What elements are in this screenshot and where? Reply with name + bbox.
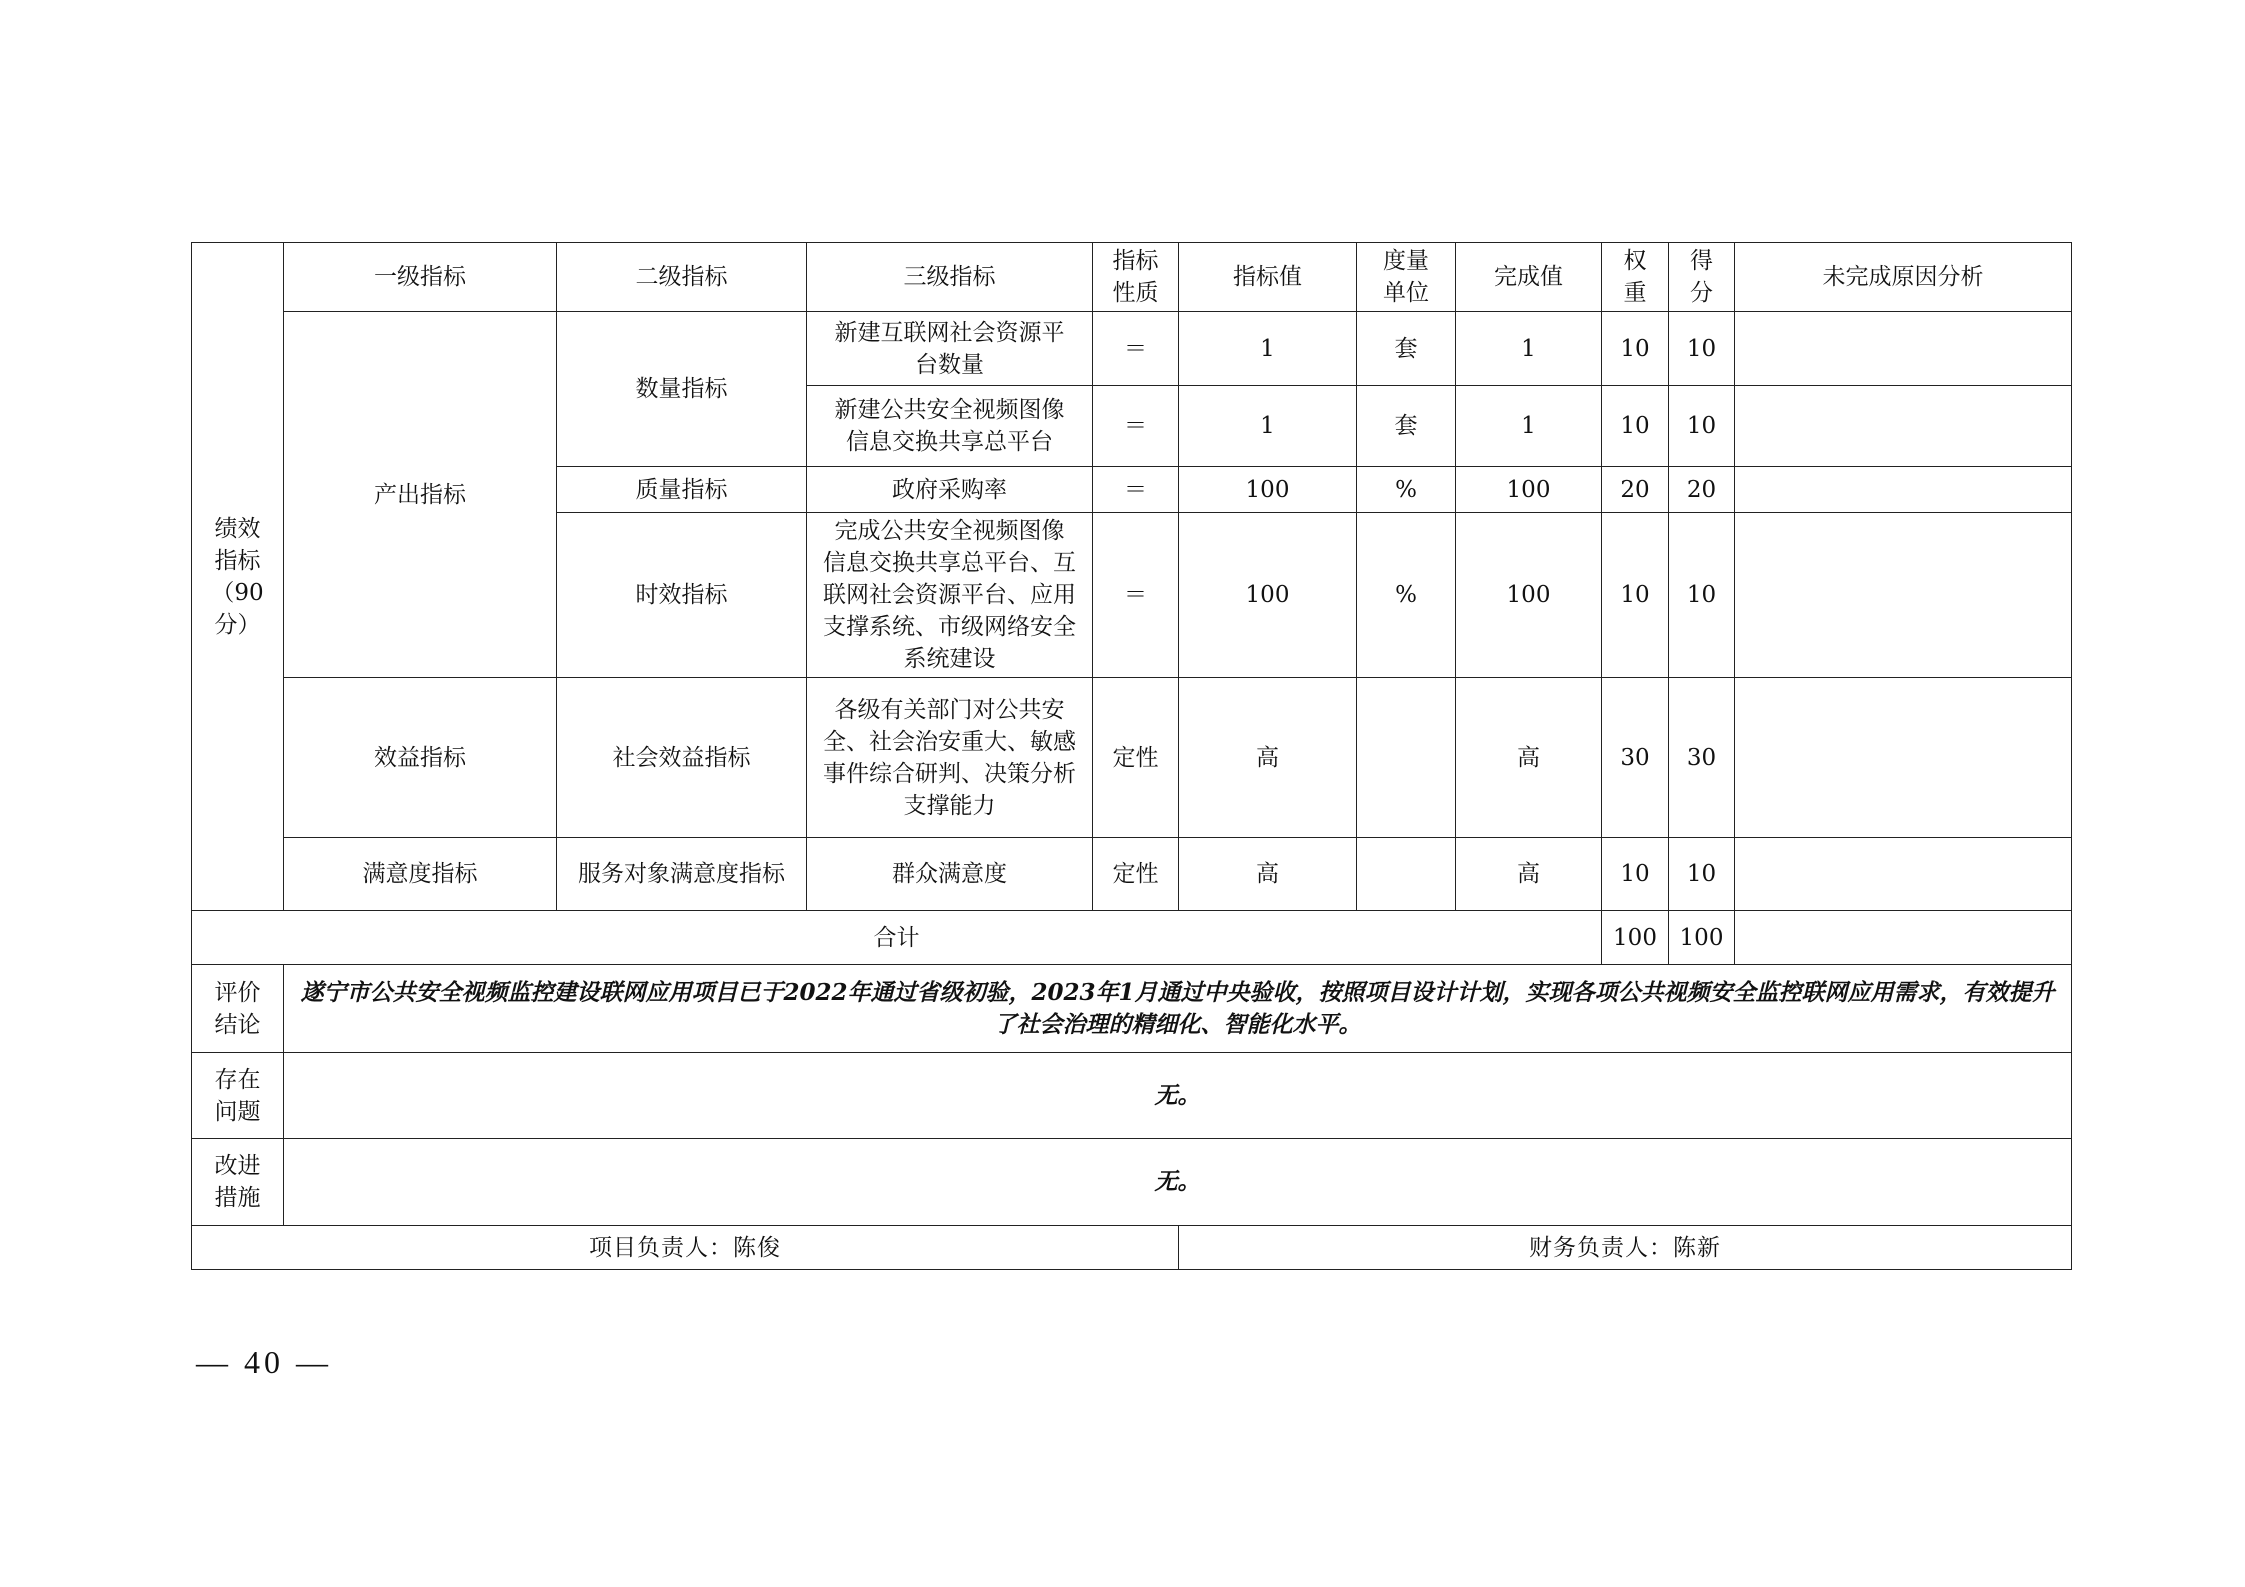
reason-cell: [1735, 678, 2072, 838]
measures-text: 无。: [284, 1139, 2072, 1226]
page-number: — 40 —: [196, 1344, 332, 1380]
score-cell: 10: [1669, 386, 1735, 467]
weight-cell: 10: [1602, 838, 1669, 911]
score-cell: 10: [1669, 312, 1735, 386]
weight-cell: 10: [1602, 312, 1669, 386]
reason-cell: [1735, 513, 2072, 678]
weight-cell: 30: [1602, 678, 1669, 838]
problems-row: [192, 1053, 2072, 1139]
header-level3: 三级指标: [807, 243, 1093, 312]
nature-cell: ＝: [1093, 312, 1179, 386]
actual-cell: 高: [1456, 678, 1602, 838]
actual-cell: 100: [1456, 513, 1602, 678]
total-weight: 100: [1602, 911, 1669, 965]
target-cell: 高: [1179, 678, 1357, 838]
performance-table: [191, 242, 2072, 1270]
target-cell: 高: [1179, 838, 1357, 911]
evaluation-text: 遂宁市公共安全视频监控建设联网应用项目已于2022年通过省级初验，2023年1月通过中央验收，按照项目设计计划，实现各项公共视频安全监控联网应用需求，有效提升了社会治理的精细化、智能化水平。: [284, 965, 2072, 1053]
weight-cell: 10: [1602, 386, 1669, 467]
group-satisfaction: 满意度指标: [284, 838, 557, 911]
header-level1: 一级指标: [284, 243, 557, 312]
total-label: 合计: [192, 911, 1602, 965]
reason-cell: [1735, 838, 2072, 911]
level3-cell: 群众满意度: [807, 838, 1093, 911]
section-label: 绩效 指标 （90 分）: [192, 243, 284, 911]
measures-label: 改进 措施: [192, 1139, 284, 1226]
level3-cell: 完成公共安全视频图像 信息交换共享总平台、互 联网社会资源平台、应用 支撑系统、市级网络安全 系统建设: [807, 513, 1093, 678]
target-cell: 1: [1179, 312, 1357, 386]
problems-label: 存在 问题: [192, 1053, 284, 1139]
score-cell: 10: [1669, 513, 1735, 678]
evaluation-label: 评价 结论: [192, 965, 284, 1053]
table-row: [192, 678, 2072, 838]
group-social: 社会效益指标: [557, 678, 807, 838]
unit-cell: %: [1357, 467, 1456, 513]
weight-cell: 10: [1602, 513, 1669, 678]
measures-row: [192, 1139, 2072, 1226]
group-quality: 质量指标: [557, 467, 807, 513]
level3-cell: 政府采购率: [807, 467, 1093, 513]
level3-cell: 各级有关部门对公共安 全、社会治安重大、敏感 事件综合研判、决策分析 支撑能力: [807, 678, 1093, 838]
actual-cell: 1: [1456, 386, 1602, 467]
header-unit: 度量 单位: [1357, 243, 1456, 312]
unit-cell: %: [1357, 513, 1456, 678]
header-weight: 权 重: [1602, 243, 1669, 312]
reason-cell: [1735, 312, 2072, 386]
table-row: [192, 838, 2072, 911]
group-service: 服务对象满意度指标: [557, 838, 807, 911]
weight-cell: 20: [1602, 467, 1669, 513]
actual-cell: 1: [1456, 312, 1602, 386]
score-cell: 30: [1669, 678, 1735, 838]
reason-cell: [1735, 386, 2072, 467]
evaluation-row: [192, 965, 2072, 1053]
level3-cell: 新建互联网社会资源平 台数量: [807, 312, 1093, 386]
group-timeliness: 时效指标: [557, 513, 807, 678]
header-row: [192, 243, 2072, 312]
unit-cell: [1357, 838, 1456, 911]
total-reason: [1735, 911, 2072, 965]
nature-cell: 定性: [1093, 678, 1179, 838]
actual-cell: 高: [1456, 838, 1602, 911]
header-nature: 指标 性质: [1093, 243, 1179, 312]
nature-cell: ＝: [1093, 386, 1179, 467]
total-row: [192, 911, 2072, 965]
signature-row: [192, 1226, 2072, 1270]
unit-cell: 套: [1357, 312, 1456, 386]
header-score: 得 分: [1669, 243, 1735, 312]
actual-cell: 100: [1456, 467, 1602, 513]
level3-cell: 新建公共安全视频图像 信息交换共享总平台: [807, 386, 1093, 467]
group-benefit: 效益指标: [284, 678, 557, 838]
unit-cell: 套: [1357, 386, 1456, 467]
nature-cell: 定性: [1093, 838, 1179, 911]
project-lead: 项目负责人：陈俊: [192, 1226, 1179, 1270]
reason-cell: [1735, 467, 2072, 513]
group-output: 产出指标: [284, 312, 557, 678]
target-cell: 100: [1179, 513, 1357, 678]
header-level2: 二级指标: [557, 243, 807, 312]
nature-cell: ＝: [1093, 513, 1179, 678]
target-cell: 100: [1179, 467, 1357, 513]
table-row: [192, 312, 2072, 386]
problems-text: 无。: [284, 1053, 2072, 1139]
target-cell: 1: [1179, 386, 1357, 467]
group-quantity: 数量指标: [557, 312, 807, 467]
score-cell: 20: [1669, 467, 1735, 513]
nature-cell: ＝: [1093, 467, 1179, 513]
total-score: 100: [1669, 911, 1735, 965]
score-cell: 10: [1669, 838, 1735, 911]
unit-cell: [1357, 678, 1456, 838]
header-target: 指标值: [1179, 243, 1357, 312]
header-actual: 完成值: [1456, 243, 1602, 312]
finance-lead: 财务负责人：陈新: [1179, 1226, 2072, 1270]
header-reason: 未完成原因分析: [1735, 243, 2072, 312]
